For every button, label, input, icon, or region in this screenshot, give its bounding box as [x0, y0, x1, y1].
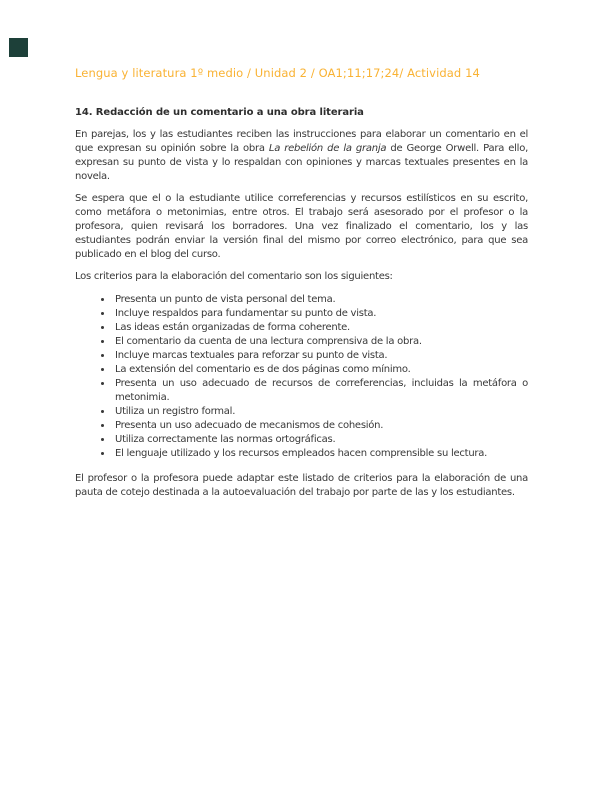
- criteria-item: • El comentario da cuenta de una lectura comprensiva de la obra.: [113, 335, 528, 349]
- criteria-item: • Presenta un uso adecuado de mecanismos de cohesión.: [113, 419, 528, 433]
- corner-logo: [9, 38, 28, 57]
- criteria-item: • El lenguaje utilizado y los recursos empleados hacen comprensible su lectura.: [113, 447, 528, 461]
- activity-content: [75, 106, 528, 508]
- criteria-item: • Presenta un uso adecuado de recursos de correferencias, incluidas la metáfora o metonimia.: [113, 377, 528, 405]
- intro-text-before: En parejas, los y las estudiantes reciben las instrucciones para elaborar un comentario en el que expresan su opinión sobre la obra: [75, 129, 528, 154]
- criteria-item: • Utiliza correctamente las normas ortográficas.: [113, 433, 528, 447]
- criteria-item: • Utiliza un registro formal.: [113, 405, 528, 419]
- criteria-list: [75, 293, 528, 461]
- breadcrumb: Lengua y literatura 1º medio / Unidad 2 / OA1;11;17;24/ Actividad 14: [75, 66, 480, 80]
- criteria-item: • La extensión del comentario es de dos páginas como mínimo.: [113, 363, 528, 377]
- criteria-item: • Incluye respaldos para fundamentar su punto de vista.: [113, 307, 528, 321]
- intro-text-after: de George Orwell. Para ello, expresan su punto de vista y lo respaldan con opiniones y marcas textuales presentes en la novela.: [75, 143, 528, 182]
- closing-paragraph: El profesor o la profesora puede adaptar este listado de criterios para la elaboración de una pauta de cotejo destinada a la autoevaluación del trabajo por parte de las y los estudiantes.: [75, 473, 528, 498]
- criteria-item: • Incluye marcas textuales para reforzar su punto de vista.: [113, 349, 528, 363]
- criteria-item: • Las ideas están organizadas de forma coherente.: [113, 321, 528, 335]
- book-title: La rebelión de la granja: [268, 143, 387, 154]
- activity-heading: 14. Redacción de un comentario a una obra literaria: [75, 107, 364, 118]
- criteria-intro: Los criterios para la elaboración del comentario son los siguientes:: [75, 271, 393, 282]
- criteria-item: • Presenta un punto de vista personal del tema.: [113, 293, 528, 307]
- expectations-paragraph: Se espera que el o la estudiante utilice correferencias y recursos estilísticos en su escrito, como metáfora o metonimias, entre otros. El trabajo será asesorado por el profesor o la profesora, quien revisará los borradores. Una vez finalizado el comentario, los y las estudiantes podrán enviar la versión final del mismo por correo electrónico, para que sea publicado en el blog del curso.: [75, 193, 528, 260]
- intro-paragraph: [75, 128, 528, 184]
